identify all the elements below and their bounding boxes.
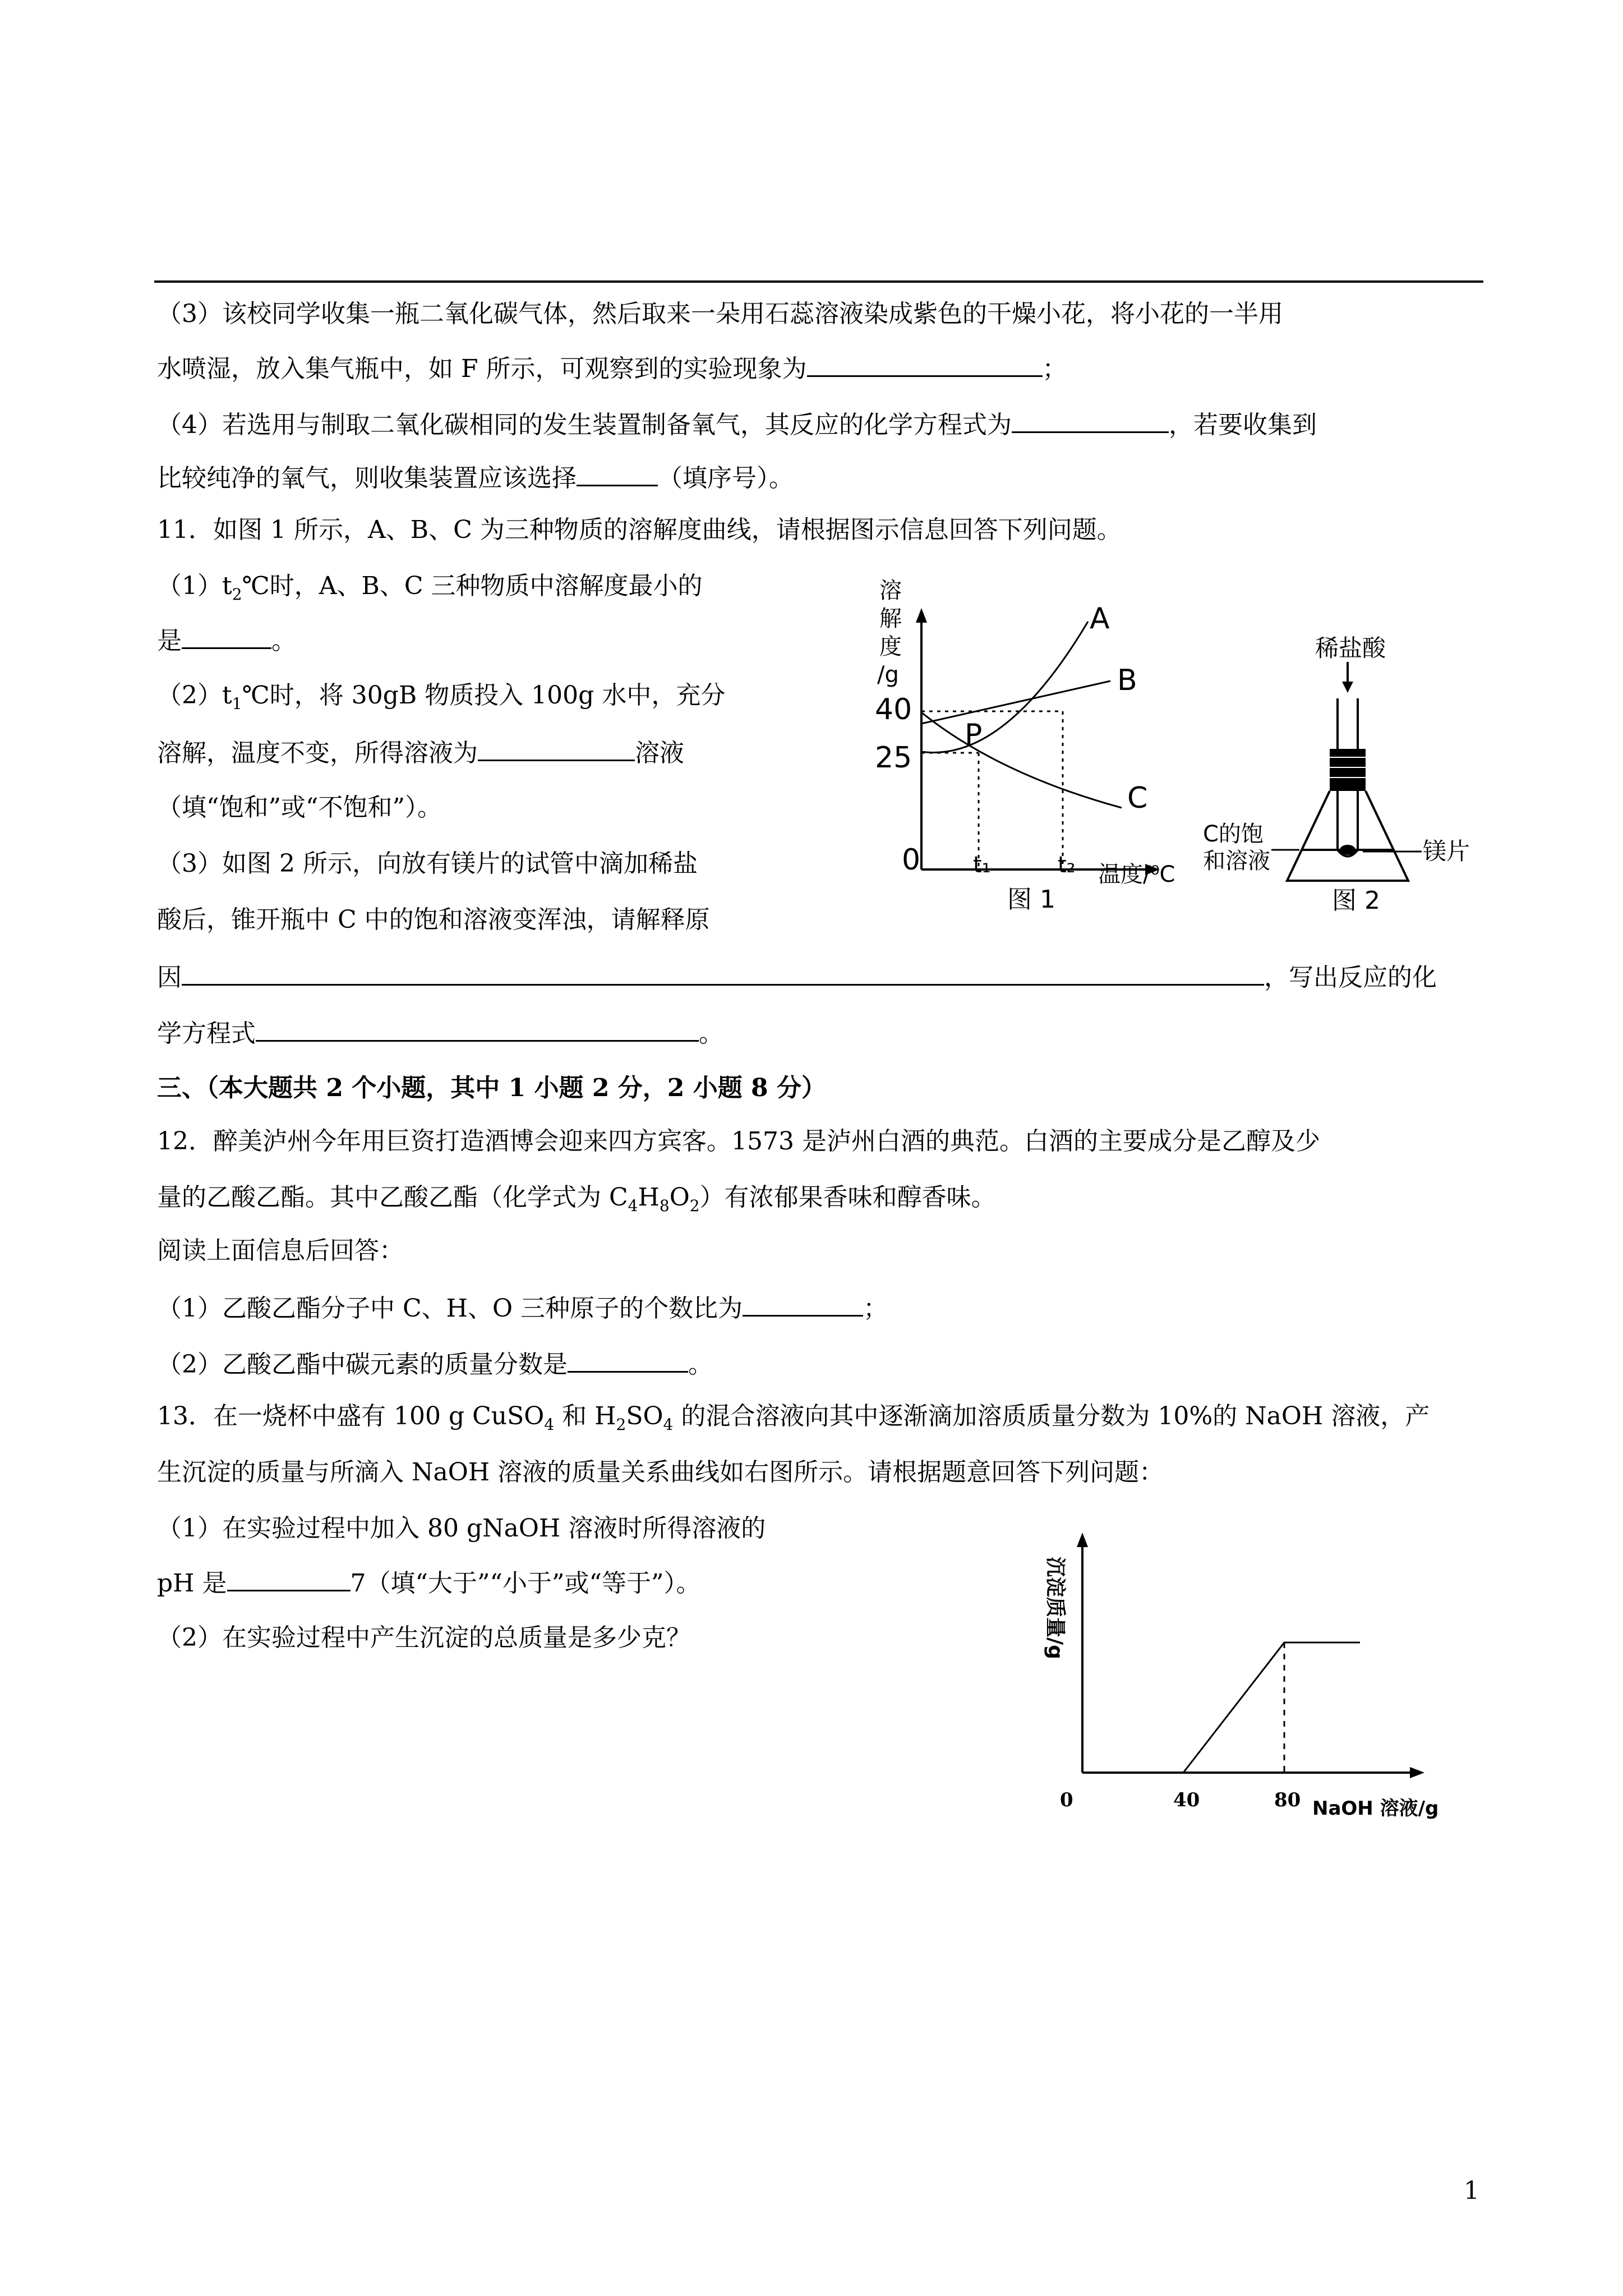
y-tick-40: 40 (875, 693, 912, 726)
apparatus-figure-2 (1203, 628, 1483, 920)
q11-1-line1: $(1)t_2℃$时，A、B、C 三种物质中溶解度最小的 (157, 572, 703, 604)
curve-label-a: A (1090, 602, 1110, 636)
chart-ylabel: 沉淀质量/g (1044, 1557, 1067, 1659)
answer-blank[interactable] (743, 1290, 863, 1317)
magnesium-strip (1340, 845, 1355, 855)
header-rule (154, 280, 1483, 283)
y-axis-arrow (916, 608, 927, 623)
x-tick-40: 40 (1173, 1789, 1200, 1811)
curve-a (921, 622, 1088, 752)
x-tick-80: 80 (1274, 1789, 1301, 1811)
precipitate-chart (1021, 1515, 1481, 1829)
q11-stem: 11．如图 1 所示，A、B、C 为三种物质的溶解度曲线，请根据图示信息回答下列问题。 (157, 516, 1122, 544)
q12-line3: 阅读上面信息后回答： (157, 1236, 404, 1265)
solubility-figure-1 (875, 572, 1200, 920)
section-3-heading: 三、（本大题共 2 个小题，其中 1 小题 2 分，2 小题 8 分） (157, 1074, 826, 1102)
answer-blank[interactable] (478, 735, 635, 761)
q11-3-line2: 酸后，锥开瓶中 C 中的饱和溶液变浑浊，请解释原 (157, 905, 710, 934)
q12-2: （2）乙酸乙酯中碳元素的质量分数是 。 (157, 1346, 713, 1382)
figure-1-caption: 图 1 (1007, 885, 1055, 914)
chart-xlabel: NaOH 溶液/g (1312, 1797, 1439, 1820)
series-precipitate (1082, 1642, 1360, 1773)
chart-y-arrow (1077, 1533, 1088, 1547)
answer-blank[interactable] (182, 959, 1264, 986)
answer-blank[interactable] (568, 1346, 688, 1373)
q11-2-line3: （填“饱和”或“不饱和”）。 (157, 793, 442, 822)
figure-2-caption: 图 2 (1332, 886, 1380, 915)
conical-flask (1287, 791, 1408, 881)
q13-1-line2: pH 是 7（填“大于”“小于”或“等于”）。 (157, 1565, 701, 1600)
q11-2-line2: 溶解，温度不变，所得溶液为 溶液 (157, 735, 684, 770)
q12-line1: 12．醉美泸州今年用巨资打造酒博会迎来四方宾客。1573 是泸州白酒的典范。白酒的主要成分是乙醇及少 (157, 1127, 1320, 1156)
origin-label: 0 (902, 843, 921, 877)
x-tick-t1: t₁ (973, 852, 991, 878)
ylabel-char: 度 (879, 634, 902, 660)
q11-3-line3: 因 ，写出反应的化 (157, 959, 1437, 995)
q10-4-line1: （4）若选用与制取二氧化碳相同的发生装置制备氧气，其反应的化学方程式为 ，若要收集到 (157, 407, 1317, 442)
ylabel-char: 溶 (879, 578, 902, 604)
solution-label-line1: C的饱 (1203, 821, 1264, 847)
ylabel-char: 解 (879, 606, 902, 632)
chart-x-arrow (1410, 1767, 1424, 1778)
answer-blank[interactable] (227, 1565, 351, 1591)
q13-line2: 生沉淀的质量与所滴入 NaOH 溶液的质量关系曲线如右图所示。请根据题意回答下列问题： (157, 1458, 1164, 1487)
curve-label-b: B (1117, 664, 1137, 697)
q10-3-line1: （3）该校同学收集一瓶二氧化碳气体，然后取来一朵用石蕊溶液染成紫色的干燥小花，将小花的一半用 (157, 300, 1283, 328)
answer-blank[interactable] (807, 351, 1043, 377)
point-p-label: P (965, 718, 983, 752)
answer-blank[interactable] (256, 1015, 699, 1042)
q11-2-line1: $(2)t_1℃$时，将 30gB 物质投入 100g 水中，充分 (157, 681, 726, 713)
q10-3-line2: 水喷湿，放入集气瓶中，如 F 所示，可观察到的实验现象为 ； (157, 351, 1067, 386)
stopper (1330, 749, 1366, 791)
answer-blank[interactable] (182, 623, 271, 649)
x-tick-t2: t₂ (1058, 852, 1076, 878)
page-number: 1 (1464, 2177, 1479, 2205)
curve-b (921, 681, 1110, 724)
mg-label: 镁片 (1423, 838, 1470, 865)
curve-label-c: C (1127, 781, 1148, 815)
q10-4-line2: 比较纯净的氧气，则收集装置应该选择 （填序号）。 (157, 460, 794, 495)
q11-3-line4: 学方程式 。 (157, 1015, 723, 1051)
q12-line2: 量的乙酸乙酯。其中乙酸乙酯（化学式为 $C_4H_8O_2$）有浓郁果香味和醇香味。 (157, 1183, 996, 1215)
q13-2: （2）在实验过程中产生沉淀的总质量是多少克？ (157, 1623, 691, 1652)
acid-label: 稀盐酸 (1315, 634, 1386, 662)
ylabel-char: /g (877, 662, 899, 688)
curve-c (921, 712, 1122, 808)
solution-label-line2: 和溶液 (1203, 848, 1270, 874)
acid-arrow-head (1342, 682, 1353, 693)
y-tick-25: 25 (875, 741, 912, 775)
q13-line1: 13．在一烧杯中盛有 100 g CuSO$_4$ 和 $H_2SO_4$ 的混合溶液向其中逐渐滴加溶质质量分数为 10%的 NaOH 溶液，产 (157, 1402, 1430, 1434)
answer-blank[interactable] (1012, 407, 1169, 433)
q11-3-line1: （3）如图 2 所示，向放有镁片的试管中滴加稀盐 (157, 849, 698, 878)
q11-1-line2: 是 。 (157, 623, 296, 658)
answer-blank[interactable] (577, 460, 658, 486)
x-tick-0: 0 (1060, 1789, 1073, 1811)
q12-1: （1）乙酸乙酯分子中 C、H、O 三种原子的个数比为 ； (157, 1290, 888, 1326)
q13-1-line1: （1）在实验过程中加入 80 gNaOH 溶液时所得溶液的 (157, 1514, 766, 1543)
x-axis-label: 温度/⁰C (1098, 862, 1175, 887)
